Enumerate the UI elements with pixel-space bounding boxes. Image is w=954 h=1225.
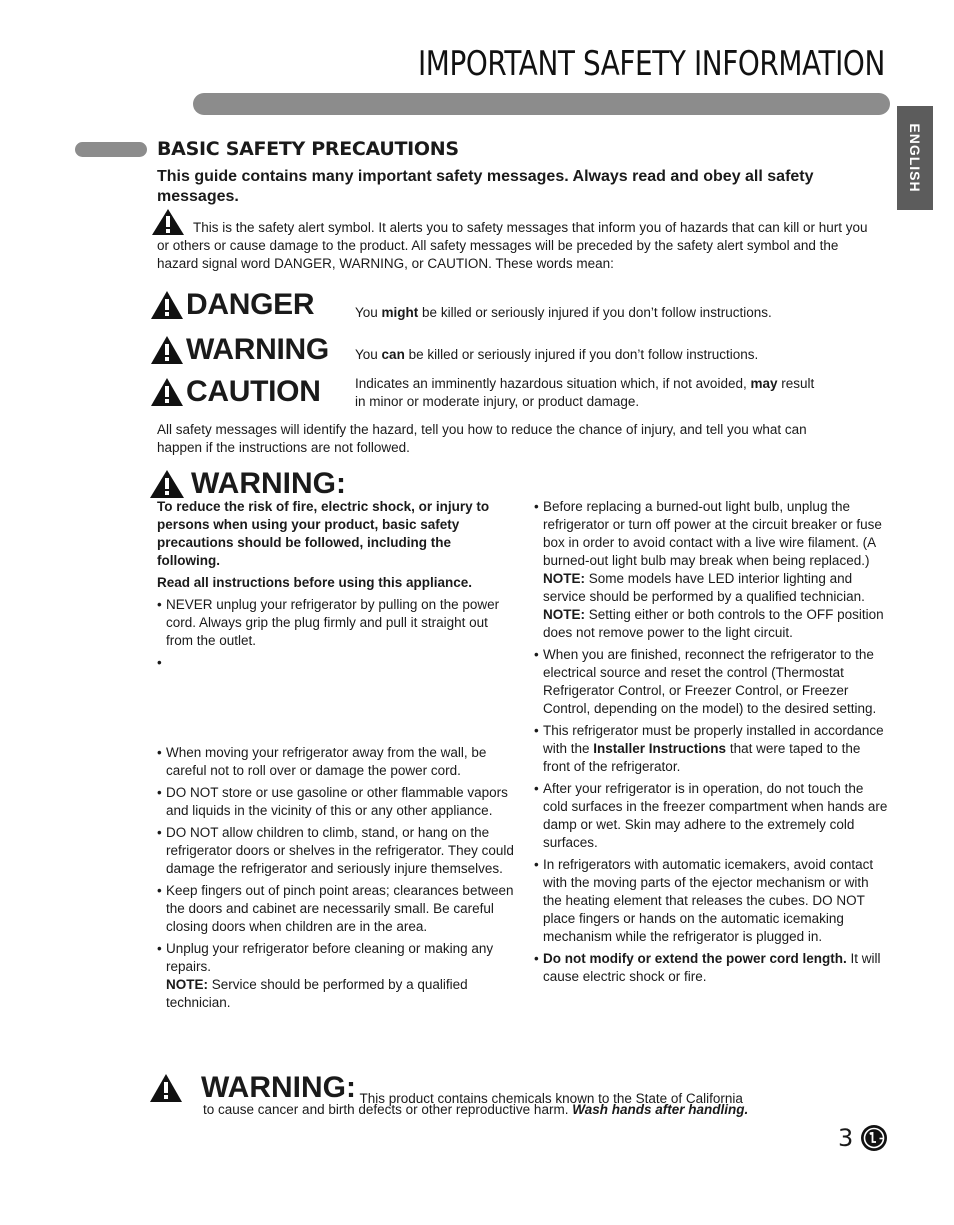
danger-signal <box>150 288 314 322</box>
page-number: 3 <box>838 1124 854 1152</box>
list-item: • After your refrigerator is in operation, do not touch the cold surfaces in the freezer compartment when hands are damp or wet. Skin may adhere to the extremely cold surfaces. <box>534 780 890 852</box>
alert-symbol-explanation: This is the safety alert symbol. It alerts you to safety messages that inform you of hazards that can kill or hurt you or others or cause damage to the product. All safety messages will be preceded by the safety alert symbol and the hazard signal word DANGER, WARNING, or CAUTION. These words mean: <box>157 220 868 271</box>
left-bullet-list <box>157 596 517 1012</box>
list-item <box>534 950 890 986</box>
california-warning-heading <box>149 1071 356 1105</box>
section-heading: BASIC SAFETY PRECAUTIONS <box>157 138 459 160</box>
list-item: • DO NOT allow children to climb, stand, or hang on the refrigerator doors or shelves in the refrigerator. They could damage the refrigerator and seriously injure themselves. <box>157 824 517 878</box>
california-warning-word: WARNING: <box>201 1071 356 1104</box>
language-tab <box>897 106 933 210</box>
install-text-post: that were taped to the front of the refrigerator. <box>543 741 861 774</box>
all-messages-text: All safety messages will identify the hazard, tell you how to reduce the chance of injury, and tell you what can happen if the instructions are not followed. <box>157 422 807 455</box>
bulb-text: Before replacing a burned-out light bulb, unplug the refrigerator or turn off power at the circuit breaker or fuse box in order to avoid contact with a live wire filament. (A burned-out light bulb may break when being replaced.) <box>543 499 882 568</box>
note-label: NOTE: <box>543 571 585 586</box>
warning-def-pre: You <box>355 347 382 362</box>
danger-def-emph: might <box>381 305 419 320</box>
caution-def-post: result in minor or moderate injury, or product damage. <box>355 376 815 409</box>
danger-definition <box>355 304 835 322</box>
read-all-instructions: Read all instructions before using this appliance. <box>157 575 473 590</box>
page-title: IMPORTANT SAFETY INFORMATION <box>418 44 885 84</box>
unplug-text: Unplug your refrigerator before cleaning or making any repairs. <box>166 941 494 974</box>
note-text: Some models have LED interior lighting and service should be performed by a qualified technician. <box>543 571 865 604</box>
intro-text: This guide contains many important safety messages. Always read and obey all safety messages. <box>157 168 814 205</box>
section-marker <box>75 142 147 157</box>
note-label: NOTE: <box>543 607 585 622</box>
california-line2 <box>203 1102 748 1117</box>
california-line2-text: to cause cancer and birth defects or other reproductive harm. <box>203 1102 573 1117</box>
list-item: • Keep fingers out of pinch point areas; clearances between the doors and cabinet are necessarily small. Be careful closing doors when children are in the area. <box>157 882 517 936</box>
warning-lead: To reduce the risk of fire, electric shock, or injury to persons when using your product, basic safety precautions should be followed, including the following. <box>157 499 490 568</box>
cord-text-emph: Do not modify or extend the power cord length. <box>543 951 847 966</box>
warning-block-heading-text: WARNING: <box>191 467 346 500</box>
warning-signal <box>150 333 329 367</box>
wash-hands-text: Wash hands after handling. <box>572 1102 749 1117</box>
list-item <box>157 654 517 740</box>
danger-def-pre: You <box>355 305 382 320</box>
warning-def-emph: can <box>381 347 405 362</box>
left-column <box>157 498 517 1012</box>
caution-def-emph: may <box>750 376 778 391</box>
warning-word: WARNING <box>186 333 329 366</box>
list-item: • NEVER unplug your refrigerator by pulling on the power cord. Always grip the plug firmly and pull it straight out from the outlet. <box>157 596 517 650</box>
warning-def-post: be killed or seriously injured if you don’t follow instructions. <box>404 347 759 362</box>
caution-signal <box>150 375 321 409</box>
note-text: Service should be performed by a qualified technician. <box>166 977 468 1010</box>
install-text-emph: Installer Instructions <box>593 741 727 756</box>
warning-definition <box>355 346 835 364</box>
list-item <box>157 940 517 1012</box>
caution-def-pre: Indicates an imminently hazardous situation which, if not avoided, <box>355 376 751 391</box>
install-text-pre: This refrigerator must be properly installed in accordance with the <box>543 723 884 756</box>
note-label: NOTE: <box>166 977 208 992</box>
caution-alert-icon <box>150 377 184 407</box>
california-alert-icon <box>149 1073 183 1103</box>
list-item: • When you are finished, reconnect the refrigerator to the electrical source and reset the control (Thermostat Refrigerator Control, or Freezer Control, or Freezer Control, depending on the model) to the desired setting. <box>534 646 890 718</box>
list-item <box>534 498 890 642</box>
note-text: Setting either or both controls to the OFF position does not remove power to the light circuit. <box>543 607 884 640</box>
danger-alert-icon <box>150 290 184 320</box>
caution-definition <box>355 375 825 411</box>
cord-text-post: It will cause electric shock or fire. <box>543 951 881 984</box>
california-line1: This product contains chemicals known to the State of California <box>355 1091 743 1106</box>
warning-block-heading <box>149 467 346 501</box>
right-column <box>534 498 890 990</box>
danger-word: DANGER <box>186 288 315 321</box>
title-divider-bar <box>193 93 890 115</box>
list-item: • In refrigerators with automatic icemakers, avoid contact with the moving parts of the ejector mechanism or with the heating element that releases the cubes. DO NOT place fingers or hands on the automatic icemaking mechanism while the refrigerator is plugged in. <box>534 856 890 946</box>
list-item: • When moving your refrigerator away from the wall, be careful not to roll over or damage the power cord. <box>157 744 517 780</box>
danger-def-post: be killed or seriously injured if you don’t follow instructions. <box>418 305 772 320</box>
lg-logo-icon <box>860 1124 888 1152</box>
language-tab-label: ENGLISH <box>907 123 923 193</box>
caution-word: CAUTION <box>186 375 321 408</box>
warning-alert-icon <box>150 335 184 365</box>
right-bullet-list <box>534 498 890 986</box>
list-item: • DO NOT store or use gasoline or other flammable vapors and liquids in the vicinity of this or any other appliance. <box>157 784 517 820</box>
list-item <box>534 722 890 776</box>
warning-block-alert-icon <box>149 469 185 499</box>
